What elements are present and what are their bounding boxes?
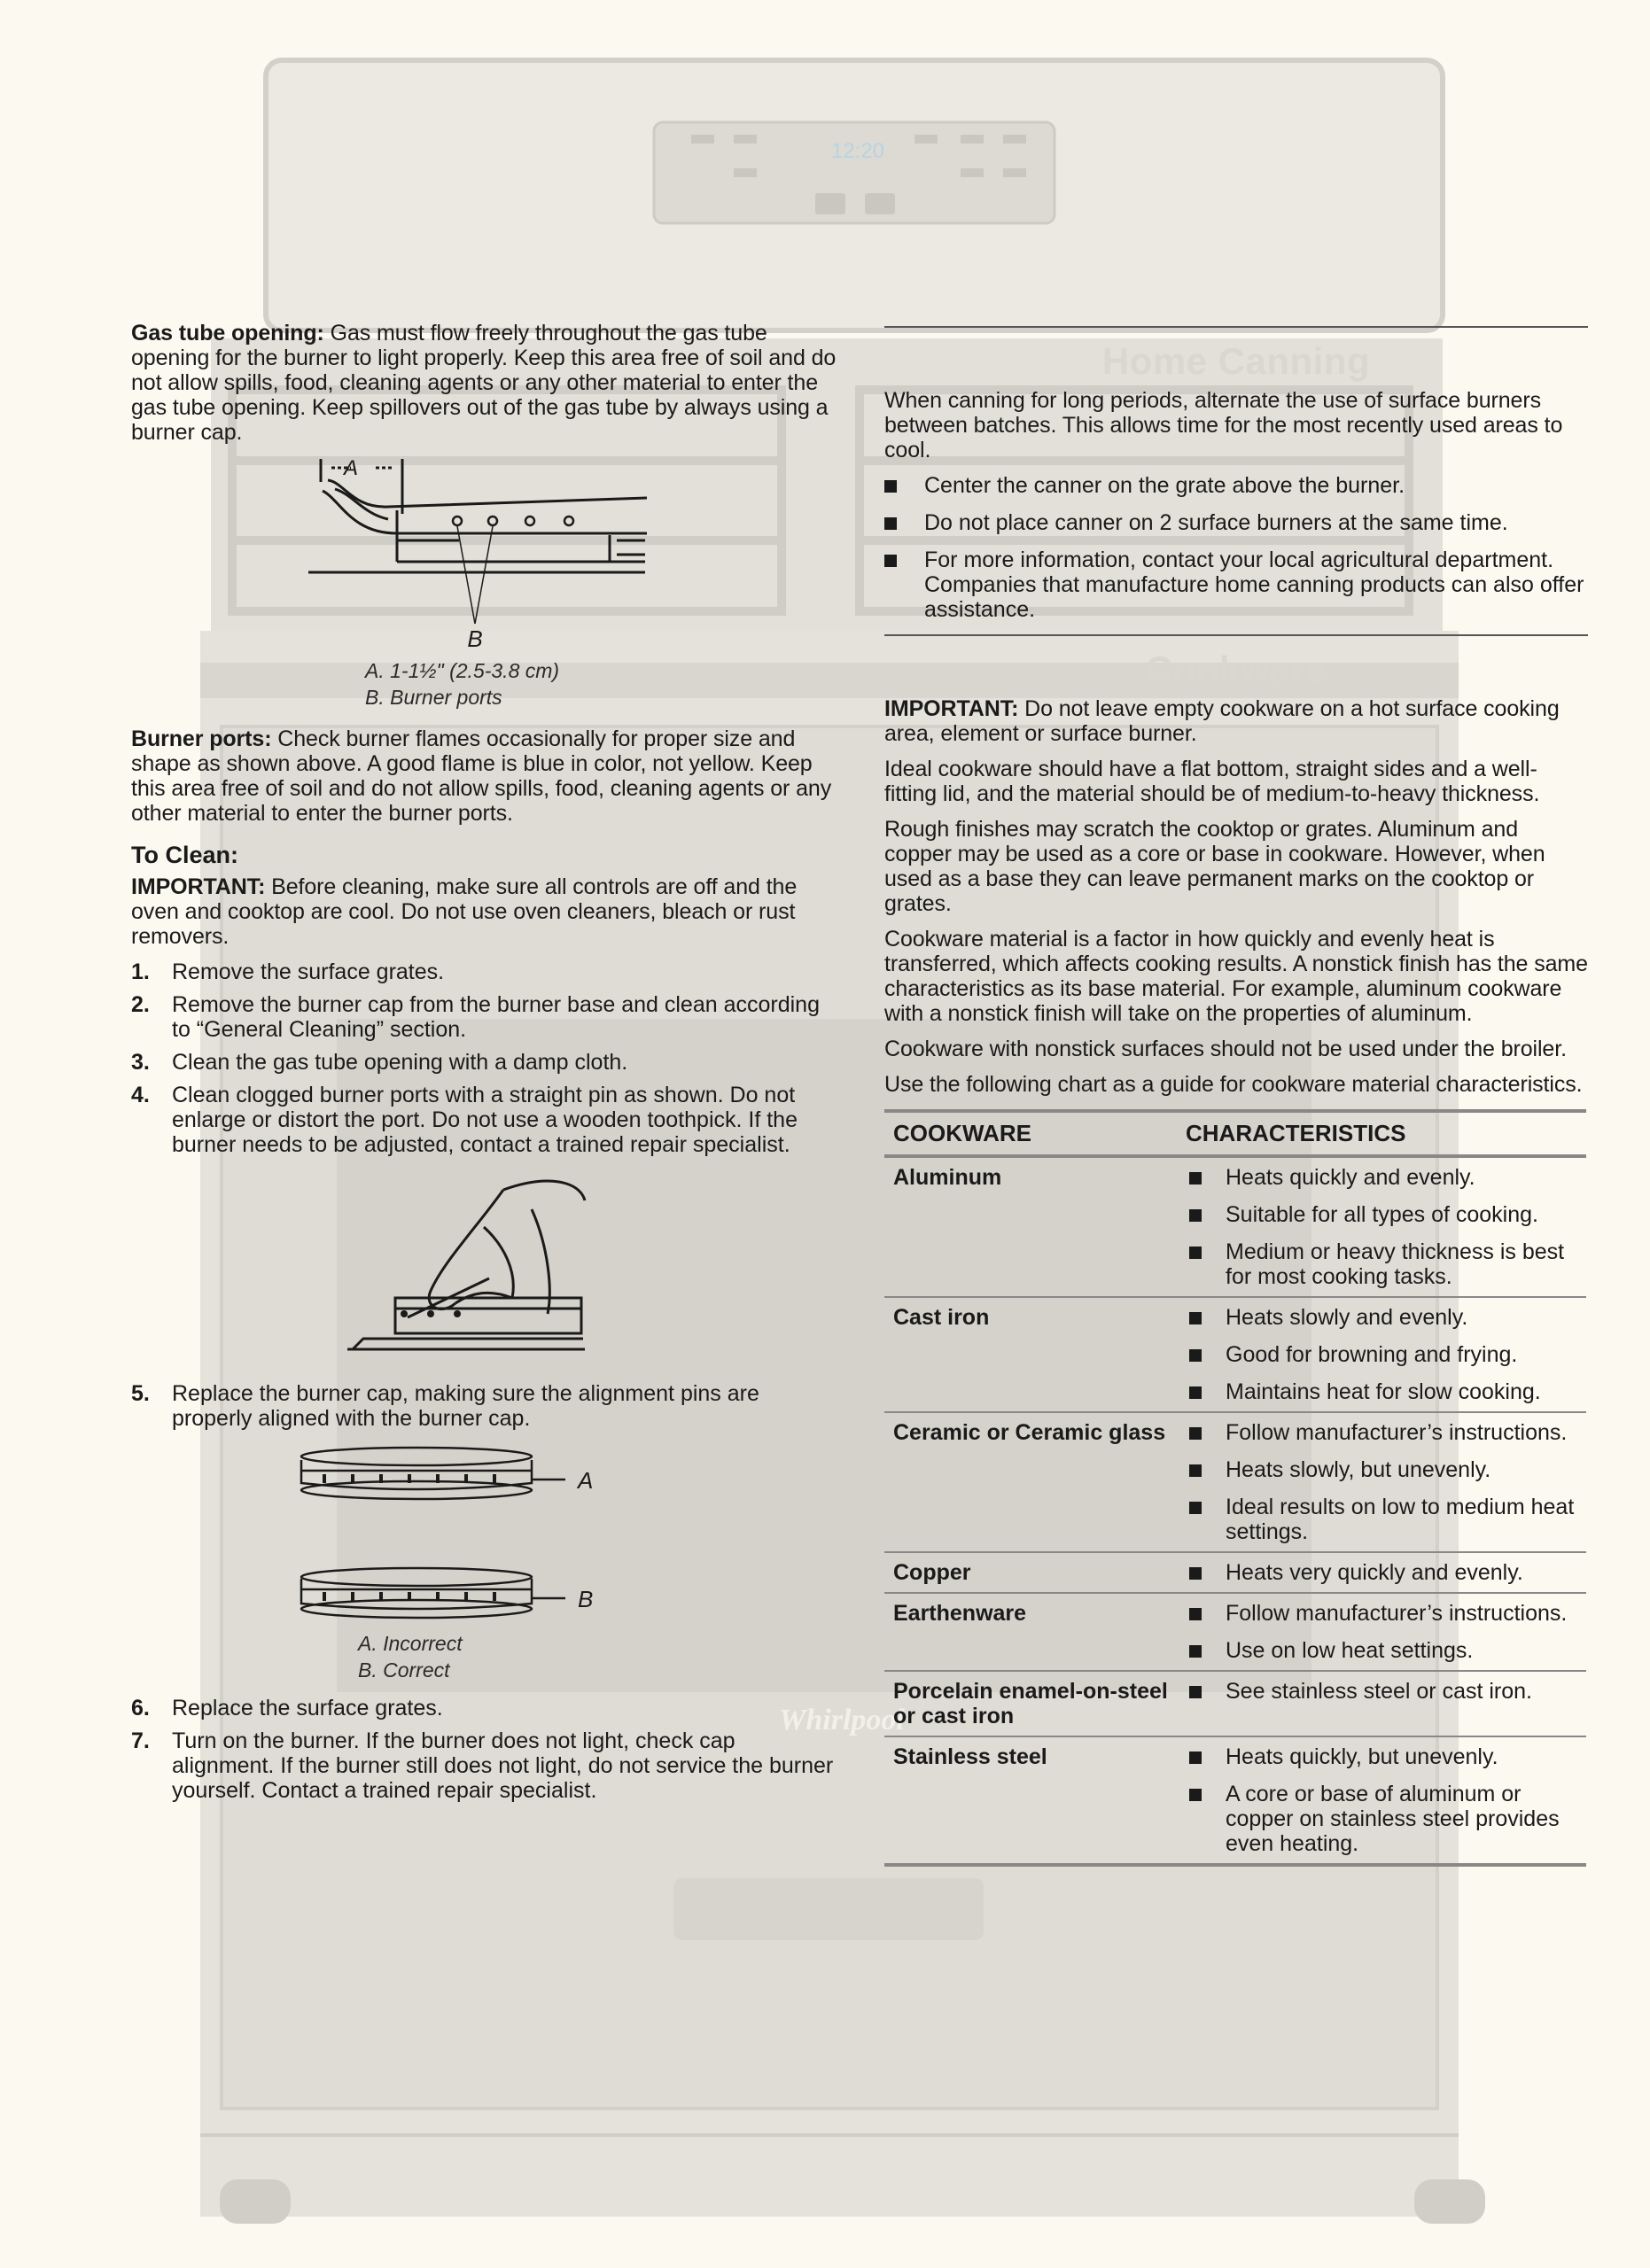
cleaning-step [131,1728,840,1803]
burner-ports-text: Check burner flames occasionally for proper size and shape as shown above. A good flame is blue in color, not yellow. Keep this area free of soil and do not allow spills, food, cleaning agents or any other material to enter the burner ports. [131,726,832,826]
bullet-square-icon [1189,1427,1202,1440]
step-number: 2. [131,992,150,1017]
bullet-square-icon [884,480,897,493]
fig1-caption-a: A. 1-1½" (2.5-3.8 cm) [365,659,560,682]
cleaning-important-text: Before cleaning, make sure all controls are off and the oven and cooktop are cool. Do not use oven cleaners, bleach or rust removers. [131,874,798,949]
characteristic-text: Follow manufacturer’s instructions. [1226,1420,1568,1445]
bullet-square-icon [1189,1247,1202,1259]
table-header-row [884,1111,1586,1156]
material-cell: Cast iron [884,1297,1177,1412]
step-number: 7. [131,1728,150,1753]
bullet-square-icon [1189,1502,1202,1514]
characteristic-item [1186,1601,1577,1626]
characteristic-item [1186,1638,1577,1663]
table-row [884,1736,1586,1865]
bullet-square-icon [1189,1172,1202,1184]
step-number: 3. [131,1050,150,1075]
cleaning-steps-list-a [131,959,840,1157]
column-header-characteristics: CHARACTERISTICS [1177,1111,1586,1156]
characteristics-cell [1177,1593,1586,1671]
cleaning-important-lead: IMPORTANT: [131,874,266,899]
characteristic-text: See stainless steel or cast iron. [1226,1679,1532,1704]
cookware-paragraph: Use the following chart as a guide for cookware material characteristics. [884,1072,1583,1097]
bullet-square-icon [1189,1645,1202,1658]
brand-logo: Whirlpool [779,1704,905,1736]
step-text: Clean clogged burner ports with a straight pin as shown. Do not enlarge or distort the port. Do not use a wooden toothpick. If the burner needs to be adjusted, contact a trained repair specialist. [172,1083,798,1157]
cap-alignment-figure [131,1439,840,1690]
home-canning-title: Home Canning [1101,340,1371,382]
bullet-text: Do not place canner on 2 surface burners at the same time. [924,510,1508,535]
right-column [884,326,1588,1867]
characteristic-text: A core or base of aluminum or copper on stainless steel provides even heating. [1226,1782,1560,1856]
characteristic-item [1186,1495,1577,1544]
cap-alignment-diagram [131,1439,840,1690]
fig3-caption-b: B. Correct [358,1658,450,1682]
bullet-square-icon [1189,1789,1202,1801]
step-text: Replace the surface grates. [172,1696,443,1720]
burner-ports-paragraph [131,726,840,826]
dimension-label-a: A [343,456,359,480]
characteristic-item [1186,1305,1577,1330]
characteristics-cell [1177,1552,1586,1593]
incorrect-label-a: A [578,1467,594,1494]
bullet-square-icon [884,555,897,567]
characteristic-item [1186,1202,1577,1227]
characteristic-text: Maintains heat for slow cooking. [1226,1379,1541,1404]
step-text: Replace the burner cap, making sure the alignment pins are properly aligned with the burner cap. [172,1381,759,1431]
bullet-square-icon [1189,1567,1202,1580]
cleaning-step [131,992,840,1042]
characteristic-text: Medium or heavy thickness is best for most cooking tasks. [1226,1239,1565,1289]
bullet-square-icon [884,517,897,530]
step-number: 6. [131,1696,150,1720]
bullet-item [884,548,1588,622]
characteristics-cell [1177,1156,1586,1297]
clock-display: 12:20 [830,139,885,163]
characteristic-text: Use on low heat settings. [1226,1638,1474,1663]
home-canning-intro: When canning for long periods, alternate the use of surface burners between batches. This allows time for the most recently used areas to cool. [884,388,1563,462]
characteristics-cell [1177,1412,1586,1552]
to-clean-heading: To Clean: [131,842,238,868]
correct-label-b: B [578,1586,594,1612]
burner-ports-label-b: B [467,625,483,652]
cleaning-step [131,1696,840,1720]
bullet-item [884,510,1588,535]
characteristic-text: Follow manufacturer’s instructions. [1226,1601,1568,1626]
characteristic-text: Good for browning and frying. [1226,1342,1518,1367]
table-row [884,1593,1586,1671]
characteristics-cell [1177,1297,1586,1412]
material-cell: Ceramic or Ceramic glass [884,1412,1177,1552]
bullet-square-icon [1189,1686,1202,1698]
characteristic-item [1186,1420,1577,1445]
home-canning-rule [884,326,1588,328]
cookware-title: Cookware [1145,649,1327,690]
material-cell: Porcelain enamel-on-steel or cast iron [884,1671,1177,1736]
cleaning-step [131,959,840,984]
bullet-square-icon [1189,1464,1202,1477]
characteristics-cell [1177,1736,1586,1865]
cleaning-steps-list-b [131,1381,840,1431]
fig1-caption-b: B. Burner ports [365,686,502,709]
cookware-important-text: Do not leave empty cookware on a hot surface cooking area, element or surface burner. [884,696,1560,746]
cookware-paragraph: Cookware with nonstick surfaces should not be used under the broiler. [884,1037,1567,1061]
home-canning-bullets [884,473,1588,622]
cookware-characteristics-table [884,1109,1586,1867]
step-text: Remove the burner cap from the burner base and clean according to “General Cleaning” section. [172,992,820,1042]
characteristic-text: Heats quickly, but unevenly. [1226,1744,1498,1769]
pin-cleaning-illustration [131,1165,840,1367]
characteristic-item [1186,1342,1577,1367]
cleaning-important-paragraph [131,874,840,949]
bullet-square-icon [1189,1608,1202,1620]
characteristic-text: Heats slowly and evenly. [1226,1305,1468,1330]
bullet-square-icon [1189,1312,1202,1324]
material-cell: Earthenware [884,1593,1177,1671]
cleaning-step [131,1050,840,1075]
bullet-text: Center the canner on the grate above the burner. [924,473,1405,498]
characteristics-cell [1177,1671,1586,1736]
characteristic-item [1186,1560,1577,1585]
gas-tube-lead: Gas tube opening: [131,321,324,346]
characteristic-item [1186,1457,1577,1482]
step-number: 1. [131,959,150,984]
characteristic-item [1186,1165,1577,1190]
characteristic-item [1186,1679,1577,1704]
characteristic-item [1186,1782,1577,1856]
material-cell: Aluminum [884,1156,1177,1297]
gas-tube-paragraph [131,321,840,445]
characteristic-text: Heats quickly and evenly. [1226,1165,1475,1190]
characteristic-text: Ideal results on low to medium heat settings. [1226,1495,1575,1544]
step-text: Turn on the burner. If the burner does not light, check cap alignment. If the burner still does not light, do not service the burner yourself. Contact a trained repair specialist. [172,1728,834,1803]
cookware-rule [884,634,1588,636]
step-number: 5. [131,1381,150,1406]
fig3-caption-a: A. Incorrect [358,1632,463,1655]
cleaning-step [131,1381,840,1431]
characteristic-text: Heats very quickly and evenly. [1226,1560,1523,1585]
cookware-important-lead: IMPORTANT: [884,696,1019,721]
cleaning-steps-list-c [131,1696,840,1803]
characteristic-item [1186,1379,1577,1404]
step-text: Clean the gas tube opening with a damp cloth. [172,1050,628,1075]
bullet-square-icon [1189,1386,1202,1399]
gas-tube-text: Gas must flow freely throughout the gas tube opening for the burner to light properly. Keep this area free of soil and do not allow spills, food, cleaning agents or any other material to enter the gas tube opening. Keep spillovers out of the gas tube by always using a burner cap. [131,321,837,445]
table-row [884,1297,1586,1412]
cookware-paragraph: Ideal cookware should have a flat bottom, straight sides and a well-fitting lid, and the material should be of medium-to-heavy thickness. [884,757,1540,806]
bullet-square-icon [1189,1349,1202,1362]
table-row [884,1671,1586,1736]
cookware-important-paragraph [884,696,1588,746]
characteristic-item [1186,1744,1577,1769]
material-cell: Stainless steel [884,1736,1177,1865]
table-row [884,1552,1586,1593]
burner-diagram-figure [131,455,840,714]
characteristic-text: Heats slowly, but unevenly. [1226,1457,1491,1482]
bullet-square-icon [1189,1209,1202,1222]
column-header-cookware: COOKWARE [884,1111,1177,1156]
characteristic-item [1186,1239,1577,1289]
cookware-paragraph: Rough finishes may scratch the cooktop or grates. Aluminum and copper may be used as a core or base in cookware. However, when used as a base they can leave permanent marks on the cooktop or grates. [884,817,1545,916]
burner-ports-lead: Burner ports: [131,726,272,751]
table-row [884,1412,1586,1552]
bullet-item [884,473,1588,498]
table-row [884,1156,1586,1297]
cleaning-step [131,1083,840,1157]
left-column [131,321,840,1811]
characteristic-text: Suitable for all types of cooking. [1226,1202,1538,1227]
bullet-square-icon [1189,1751,1202,1764]
cookware-paragraph: Cookware material is a factor in how quickly and evenly heat is transferred, which affects cooking results. A nonstick finish has the same characteristics as its base material. For example, aluminum cookware with a nonstick finish will take on the properties of aluminum. [884,927,1588,1026]
step-text: Remove the surface grates. [172,959,445,984]
material-cell: Copper [884,1552,1177,1593]
step-number: 4. [131,1083,150,1107]
bullet-text: For more information, contact your local agricultural department. Companies that manufacture home canning products can also offer assistance. [924,548,1584,622]
